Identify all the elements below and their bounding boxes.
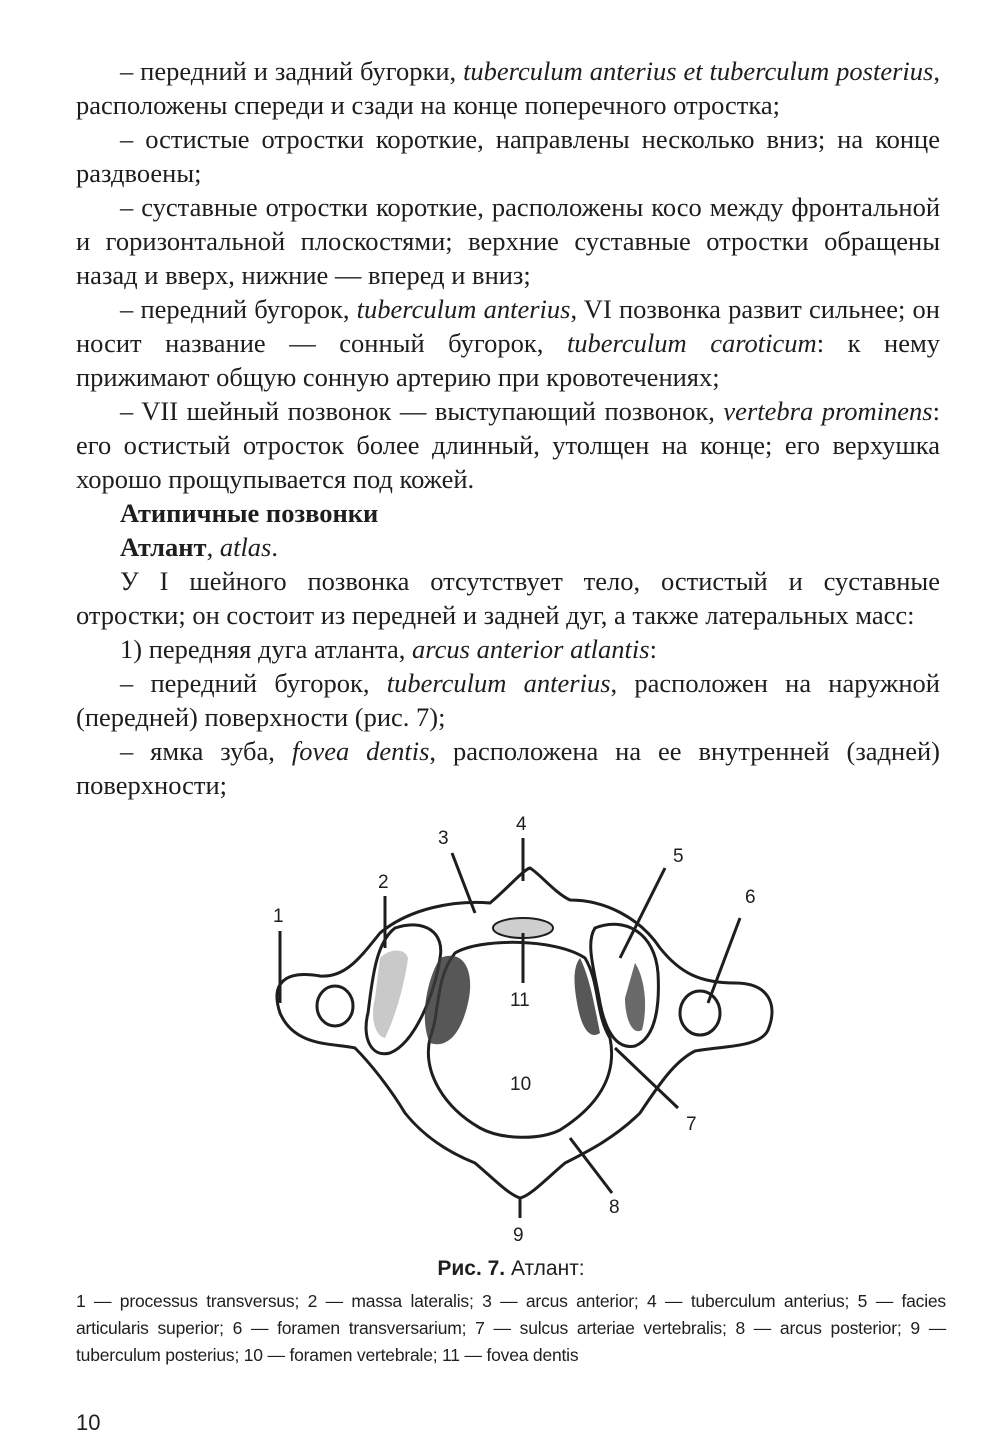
- subsection-heading: Атлант, atlas.: [120, 532, 278, 562]
- paragraph-spinous-processes: – остистые отростки короткие, направлены несколько вниз; на конце раздвоены;: [76, 124, 940, 188]
- label-1: 1: [273, 906, 284, 927]
- label-8: 8: [609, 1197, 620, 1218]
- paragraph-anterior-arch: 1) передняя дуга атланта, arcus anterior atlantis:: [120, 634, 657, 664]
- label-11: 11: [510, 990, 530, 1011]
- paragraph-atlas-intro: У I шейного позвонка отсутствует тело, остистый и суставные отростки; он состоит из передней и задней дуг, а также латеральных масс:: [76, 566, 940, 630]
- label-5: 5: [673, 846, 684, 867]
- label-6: 6: [745, 887, 756, 908]
- paragraph-anterior-tubercle: – передний бугорок, tuberculum anterius, расположен на наружной (передней) поверхности (рис. 7);: [76, 668, 940, 732]
- label-3: 3: [438, 828, 449, 849]
- paragraph-carotid-tubercle: – передний бугорок, tuberculum anterius, VI позвонка развит сильнее; он носит название — сонный бугорок, tuberculum caroticum: к нему прижимают общую сонную артерию при кровотечениях;: [76, 294, 941, 392]
- caption-title: Рис. 7. Атлант:: [437, 1257, 585, 1280]
- label-2: 2: [378, 872, 389, 893]
- atlas-illustration: [240, 808, 800, 1248]
- paragraph-articular-processes: – суставные отростки короткие, расположены косо между фронтальной и горизонтальной плоскостями; верхние суставные отростки обращены назад и вверх, нижние — вперед и вниз;: [76, 192, 940, 290]
- caption-legend: 1 — processus transversus; 2 — massa lateralis; 3 — arcus anterior; 4 — tuberculum anterius; 5 — facies articularis superior; 6 — foramen transversarium; 7 — sulcus arteriae vertebralis; 8 — arcus posterior; 9 — tuberculum posterius; 10 — foramen vertebrale; 11 — fovea dentis: [76, 1291, 946, 1365]
- paragraph-vertebra-prominens: – VII шейный позвонок — выступающий позвонок, vertebra prominens: его остистый отросток более длинный, утолщен на конце; его верхушка хорошо прощупывается под кожей.: [76, 396, 940, 494]
- body-text: [76, 54, 940, 802]
- foramen-transversarium-right: [680, 991, 720, 1035]
- label-10: 10: [510, 1074, 532, 1095]
- paragraph-fovea-dentis: – ямка зуба, fovea dentis, расположена на ее внутренней (задней) поверхности;: [76, 736, 940, 800]
- section-heading: Атипичные позвонки: [120, 498, 379, 528]
- paragraph-tubercles: – передний и задний бугорки, tuberculum anterius et tuberculum posterius, расположены спереди и сзади на конце поперечного отростка;: [76, 56, 940, 120]
- label-4: 4: [516, 814, 527, 835]
- label-7: 7: [686, 1114, 697, 1135]
- label-9: 9: [513, 1225, 524, 1246]
- foramen-transversarium-left: [317, 986, 353, 1026]
- figure-caption: [76, 1256, 946, 1369]
- page-number: 10: [76, 1410, 101, 1435]
